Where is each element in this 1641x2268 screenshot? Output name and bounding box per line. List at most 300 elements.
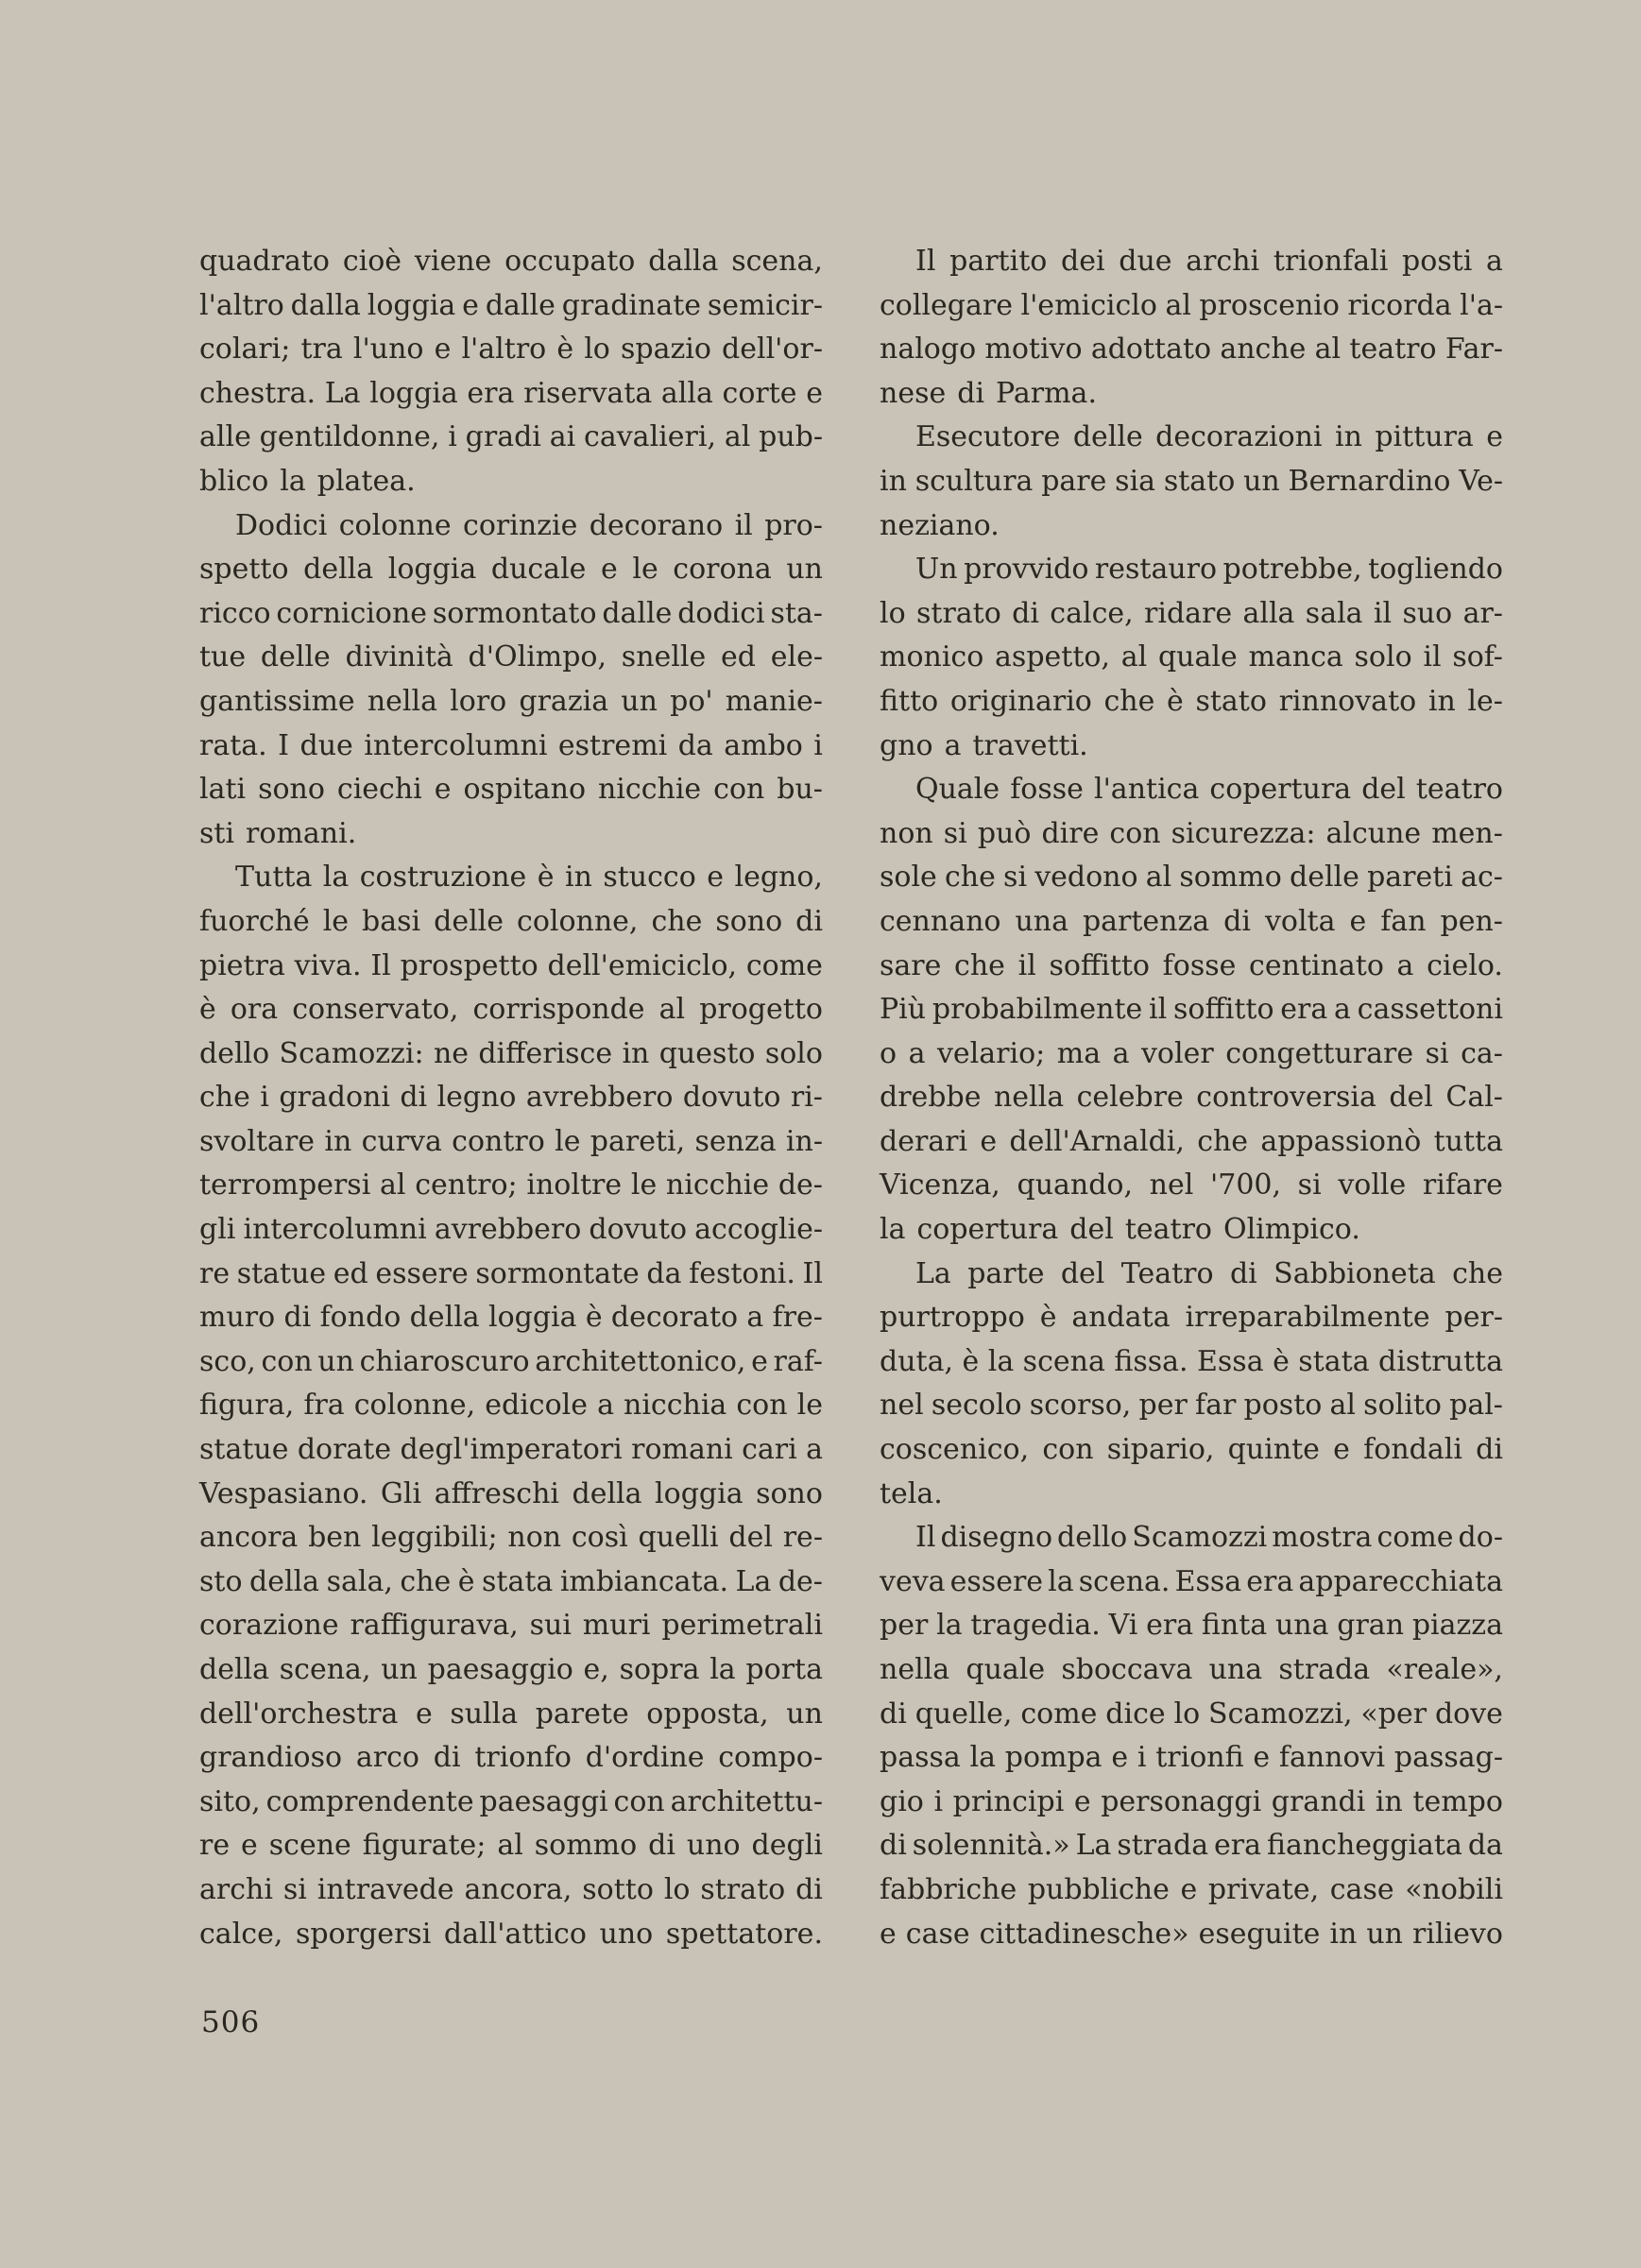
word: de- [778,1168,823,1202]
word: pubbliche [1027,1872,1170,1906]
word: semicir- [707,288,823,322]
word: in [1427,684,1456,718]
word: sia [1115,464,1156,498]
word: in [622,1036,650,1070]
text-line [880,1736,1503,1781]
word: «per [1360,1697,1427,1731]
word: spetto [199,553,289,587]
word: gran [1337,1609,1405,1643]
text-line [880,1032,1503,1077]
word: la [709,1653,736,1686]
word: colonne, [353,1389,476,1423]
word: il [734,508,753,542]
word: di [957,376,985,410]
text-line [880,1604,1503,1648]
word: veva [880,1564,946,1598]
word: e [806,376,823,410]
word: e [241,1829,258,1863]
word: Ve- [1459,464,1503,498]
word: sono [756,1476,823,1510]
word: in [1335,420,1362,454]
word: ciechi [336,773,422,807]
word: potrebbe, [1222,553,1362,587]
text-line [880,945,1503,989]
word: con [1109,816,1161,850]
text-line [880,1384,1503,1428]
word: sco, [199,1344,256,1378]
word: centinato [1249,948,1384,982]
word: corinzie [463,508,578,542]
word: gradoni [279,1081,390,1115]
text-line [199,240,823,284]
word: grandi [1271,1784,1366,1818]
text-line [199,1253,823,1297]
word: era [1146,1609,1194,1643]
word: teatro [1124,1213,1212,1247]
word: al [1165,288,1191,322]
word: ambo [724,728,803,762]
word: inoltre [526,1168,623,1202]
word: in- [785,1124,823,1158]
word: quelli [638,1521,719,1555]
word: solito [1363,1389,1442,1423]
word: a [1112,1036,1130,1070]
word: loggia [655,1476,744,1510]
word: restauro [1094,553,1218,587]
word: un [786,553,823,587]
word: dell'orchestra [199,1697,399,1731]
word: quale [966,1653,1046,1686]
text-line [199,1604,823,1648]
word: delle [434,904,504,938]
word: drebbe [880,1081,982,1115]
word: di [880,1697,907,1731]
word: spazio [620,333,711,367]
word: della [249,1564,320,1598]
text-line [880,1253,1503,1297]
word: po' [670,684,713,718]
word: curva [361,1124,442,1158]
word: al [1329,1389,1356,1423]
word: appassionò [1260,1124,1422,1158]
word: scena. [1078,1564,1171,1598]
word: I [278,728,290,762]
text-line [199,416,823,460]
word: Scamozzi: [279,1036,424,1070]
text-line [199,1076,823,1120]
word: figura, [199,1389,295,1423]
word: intercolumni [243,1213,427,1247]
word: do- [1458,1521,1503,1555]
word: ancora, [464,1872,573,1906]
word: sti [199,816,235,850]
word: decorano [589,508,724,542]
word: apparecchiata [1298,1564,1503,1598]
word: aspetto, [995,640,1110,674]
word: a [746,1301,764,1335]
word: degli [751,1829,823,1863]
text-line [880,416,1503,460]
word: che [944,861,996,895]
word: le [632,553,658,587]
word: fuorché [199,904,310,938]
word: ospitano [463,773,587,807]
word: soffitto [1049,948,1150,982]
word: dovuto [589,1213,688,1247]
text-line [880,1868,1503,1913]
word: come [1376,1521,1454,1555]
word: cornicione [276,596,428,630]
word: del [1069,1213,1114,1247]
word: e [1349,904,1367,938]
word: solo [1354,640,1412,674]
word: dello [199,1036,270,1070]
text-line [199,900,823,945]
text-line [880,592,1503,637]
word: riservata [523,376,653,410]
word: al [724,420,751,454]
word: di [283,1301,312,1335]
word: romani [631,1433,733,1467]
word: porta [745,1653,823,1686]
word: manie- [725,684,823,718]
word: la [987,1344,1015,1378]
word: uno [599,1917,654,1951]
word: occupato [504,245,636,278]
word: togliendo [1368,553,1503,587]
text-line [199,1693,823,1737]
word: ben [308,1521,362,1555]
text-line [880,1516,1503,1560]
word: al [497,1829,523,1863]
word: quadrato [199,245,330,278]
word: affreschi [434,1476,559,1510]
word: dorate [297,1433,392,1467]
word: loro [450,684,507,718]
word: fre- [772,1301,823,1335]
word: e [1253,1741,1271,1775]
word: case [1329,1872,1394,1906]
word: personaggi [1101,1784,1262,1818]
word: case [905,1917,970,1951]
word: suo [1402,596,1453,630]
word: nicchie [597,773,702,807]
word: un [621,684,658,718]
word: l'altro [199,288,284,322]
word: dalle [485,288,556,322]
word: la [969,1741,997,1775]
word: irreparabilmente [1185,1301,1430,1335]
word: e [1180,1872,1198,1906]
word: dove [1434,1697,1503,1731]
word: in [324,1124,352,1158]
text-line [199,812,823,857]
word: differisce [478,1036,613,1070]
word: proscenio [1199,288,1340,322]
word: piazza [1411,1609,1503,1643]
word: muro [199,1301,276,1335]
word: questo [658,1036,756,1070]
text-line [880,460,1503,504]
word: dodici [677,596,765,630]
word: l'antica [1093,773,1200,807]
word: strada [1117,1829,1209,1863]
text-line [880,1120,1503,1165]
word: con [261,1344,313,1378]
word: Far- [1444,333,1503,367]
word: sto [199,1564,243,1598]
word: le- [1467,684,1503,718]
word: dell'emiciclo, [547,948,738,982]
word: sotto [582,1872,654,1906]
word: comprendente [265,1784,474,1818]
word: sopra [619,1653,700,1686]
word: a [806,1433,823,1467]
word: muri [582,1609,651,1643]
word: opposta, [646,1697,769,1731]
word: nella [880,1653,950,1686]
word: archi [199,1872,273,1906]
word: dall'attico [443,1917,587,1951]
word: posto [1243,1389,1323,1423]
word: arco [355,1741,419,1775]
text-line [199,988,823,1032]
word: Il [915,1521,936,1555]
word: le [555,1124,581,1158]
word: Più [880,993,927,1027]
word: spettatore. [665,1917,823,1951]
word: monico [880,640,984,674]
word: di [433,1741,461,1775]
text-line [199,1824,823,1868]
word: e [1111,1741,1129,1775]
text-column-right [880,240,1503,1956]
word: ancora [199,1521,299,1555]
word: La [735,1564,772,1598]
text-line [199,460,823,504]
word: re- [782,1521,823,1555]
word: il [1017,948,1036,982]
text-line [880,1164,1503,1208]
word: anche [1220,333,1307,367]
word: essere [949,1564,1044,1598]
word: al [1145,861,1172,895]
text-line [199,1032,823,1077]
word: far [1195,1389,1237,1423]
word: a [908,1036,926,1070]
word: pare [1041,464,1107,498]
word: ac- [1461,861,1503,895]
text-line [199,548,823,592]
word: gantissime [199,684,355,718]
word: che [1197,1124,1249,1158]
word: è [556,333,574,367]
word: di [1223,904,1251,938]
word: passa [880,1741,961,1775]
word: delle [260,640,331,674]
word: fitto [880,684,939,718]
word: da [646,1256,682,1290]
word: e [880,1917,897,1951]
word: nicchie [665,1168,770,1202]
text-line [880,1473,1503,1517]
word: ora [230,993,279,1027]
word: di [1012,596,1039,630]
text-line [199,1913,823,1957]
word: fondali [1363,1433,1462,1467]
word: pittura [1375,420,1474,454]
word: sormontate [475,1256,640,1290]
word: del [1389,1081,1433,1115]
word: stato [1163,464,1236,498]
word: cennano [880,904,1001,938]
word: cioè [342,245,402,278]
word: si [282,1872,307,1906]
word: accoglie- [694,1213,823,1247]
word: era [467,376,515,410]
word: quinte [1227,1433,1320,1467]
text-line [880,504,1503,549]
word: del [1060,1256,1105,1290]
word: gio [880,1784,924,1818]
text-line [880,1560,1503,1605]
word: Cal- [1445,1081,1503,1115]
word: archi [1186,245,1260,278]
text-line [880,1296,1503,1340]
text-line [880,1913,1503,1957]
word: è [1039,1301,1057,1335]
word: il [1149,993,1168,1027]
text-line [199,1428,823,1473]
word: i [260,1081,269,1115]
word: le [630,1168,658,1202]
word: a [1396,948,1414,982]
word: teatro [1415,773,1503,807]
word: a [597,1389,614,1423]
word: a [1334,993,1351,1027]
word: con [1042,1433,1094,1467]
word: sono [715,904,783,938]
word: contro [452,1124,545,1158]
word: leggibili; [371,1521,498,1555]
word: sommo [1179,861,1282,895]
word: alla [660,376,713,410]
word: collegare [880,288,1013,322]
word: ed [720,640,756,674]
text-line [880,768,1503,812]
word: statue [199,1433,289,1467]
word: stata [1298,1344,1370,1378]
word: colonne [338,508,452,542]
word: avrebbero [434,1213,582,1247]
word: quale [1157,640,1238,674]
word: probabilmente [932,993,1143,1027]
word: coscenico, [880,1433,1030,1467]
word: del [728,1521,773,1555]
word: le [796,1389,823,1423]
word: nella [367,684,437,718]
word: da [1467,1829,1503,1863]
word: chiaroscuro [359,1344,530,1378]
word: neziano. [880,508,1000,542]
word: essere [375,1256,469,1290]
word: Vi [1108,1609,1138,1643]
word: dalla [648,245,719,278]
text-line [880,988,1503,1032]
word: pub- [759,420,823,454]
word: andata [1071,1301,1171,1335]
text-line [199,1164,823,1208]
word: nicchia [624,1389,727,1423]
word: due [299,728,353,762]
word: tra [300,333,343,367]
word: secolo [931,1389,1022,1423]
word: o [880,1036,897,1070]
word: vedono [1034,861,1138,895]
word: solo [764,1036,823,1070]
word: a [1486,245,1503,278]
word: loggia [367,288,456,322]
word: scene [268,1829,351,1863]
word: soffitto [1172,993,1274,1027]
word: senza [694,1124,777,1158]
word: figurate; [362,1829,487,1863]
word: gentildonne, [259,420,440,454]
text-line [199,1516,823,1560]
word: sof- [1452,640,1503,674]
word: calce, [1050,596,1134,630]
word: per [1138,1389,1188,1423]
word: uno [686,1829,741,1863]
word: lo [880,596,906,630]
word: principi [952,1784,1065,1818]
word: re [199,1256,231,1290]
word: cari [742,1433,797,1467]
word: pal- [1449,1389,1503,1423]
text-line [199,1384,823,1428]
word: grazia [519,684,609,718]
word: compo- [718,1741,823,1775]
word: congetturare [1225,1036,1414,1070]
word: gradi [465,420,541,454]
text-line [880,240,1503,284]
word: rifare [1422,1168,1503,1202]
word: di [1229,1256,1257,1290]
word: tela. [880,1476,943,1510]
text-line [880,680,1503,725]
word: con [613,1784,665,1818]
word: è [1273,1344,1290,1378]
text-column-left [199,240,823,1956]
word: bu- [777,773,823,807]
word: grandioso [199,1741,343,1775]
word: di [400,1081,428,1115]
word: e, [583,1653,609,1686]
word: come [1020,1697,1098,1731]
word: scorso, [1029,1389,1132,1423]
word: la [936,1609,963,1643]
word: sommo [534,1829,638,1863]
word: è [962,1344,980,1378]
word: e [415,1697,433,1731]
word: in [1375,1784,1403,1818]
word: lo [663,1872,691,1906]
word: è [1167,684,1184,718]
word: Parma. [996,376,1097,410]
word: Dodici [235,508,328,542]
word: ne [433,1036,470,1070]
word: quelle, [915,1697,1013,1731]
